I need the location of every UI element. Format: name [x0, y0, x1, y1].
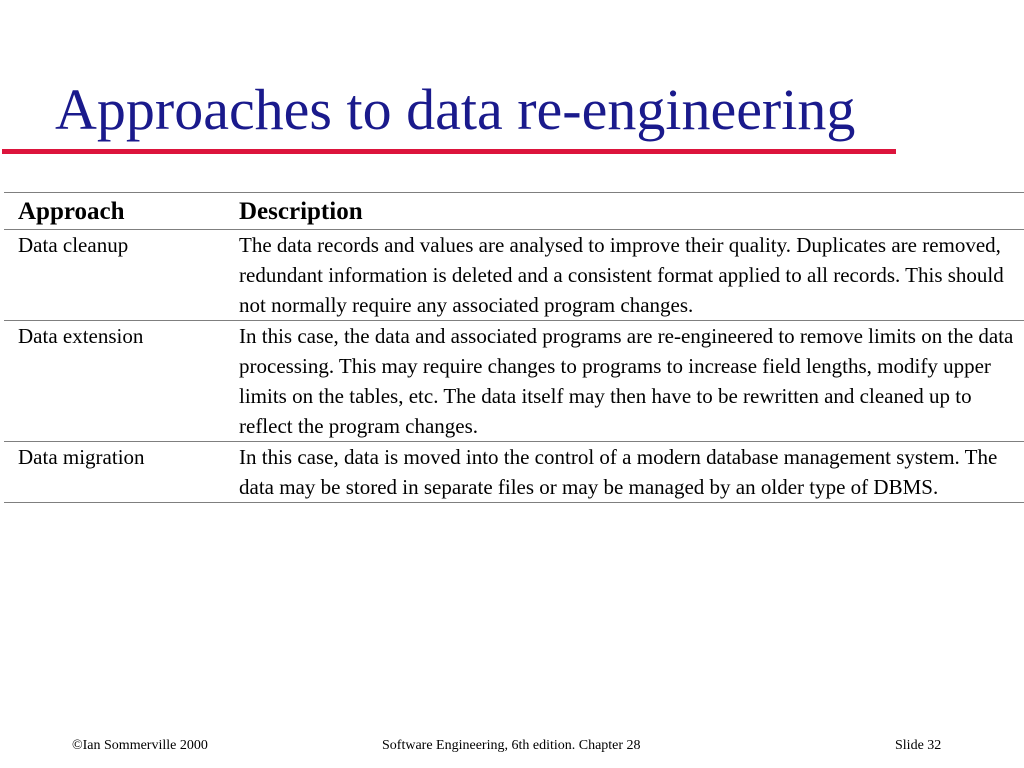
description-cell: In this case, data is moved into the control of a modern database management system. The data may be stored in separate files or may be managed by an older type of DBMS. [239, 445, 998, 499]
approach-cell: Data cleanup [18, 233, 129, 257]
approach-cell: Data extension [18, 324, 144, 348]
footer-book-title: Software Engineering, 6th edition. Chapter 28 [382, 738, 641, 753]
slide-title: Approaches to data re-engineering [55, 77, 856, 142]
approach-cell: Data migration [18, 445, 145, 469]
title-underline [2, 149, 896, 154]
footer-copyright: ©Ian Sommerville 2000 [72, 738, 208, 753]
description-cell: The data records and values are analysed to improve their quality. Duplicates are removed, redundant information is deleted and a consistent format applied to all records. This should not normally require any associated program changes. [239, 233, 1004, 317]
header-approach: Approach [18, 198, 125, 225]
footer-slide-number: Slide 32 [895, 738, 942, 753]
header-description: Description [239, 198, 363, 225]
table-row [4, 321, 1024, 442]
description-cell: In this case, the data and associated programs are re-engineered to remove limits on the data processing. This may require changes to programs to increase field lengths, modify upper limits on the tables, etc. The data itself may then have to be rewritten and cleaned up to reflect the program changes. [239, 324, 1014, 438]
table-row [4, 442, 1024, 503]
table-header-row [4, 193, 1024, 230]
approaches-table [4, 192, 1024, 503]
table-row [4, 230, 1024, 321]
